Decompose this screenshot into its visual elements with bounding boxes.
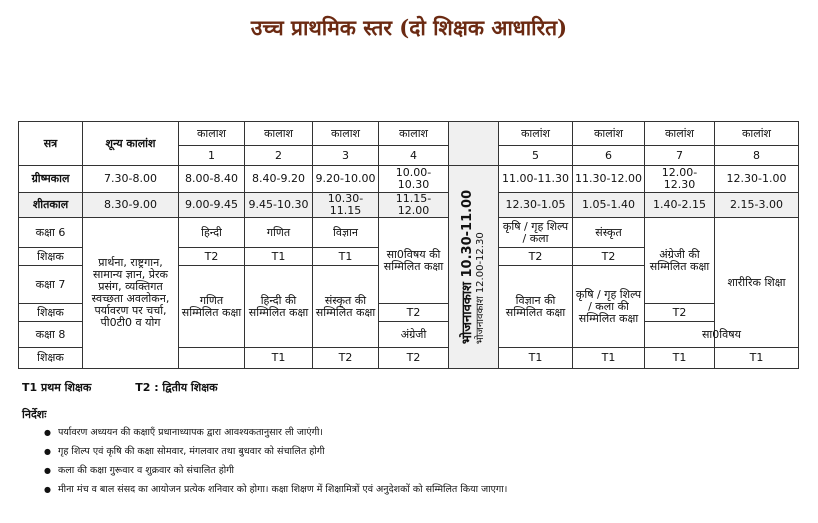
header-period: कालाश: [245, 122, 313, 146]
winter-time: 2.15-3.00: [715, 193, 799, 218]
winter-time: 9.00-9.45: [179, 193, 245, 218]
teacher-cell: T2: [573, 248, 645, 266]
note-item: ● कला की कक्षा गुरूवार व शुक्रवार को संचालित होगी: [58, 461, 818, 480]
combined-agriculture-art: कृषि / गृह शिल्प / कला की सम्मिलित कक्षा: [573, 266, 645, 348]
summer-time: 12.00-12.30: [645, 166, 715, 193]
combined-science: विज्ञान की सम्मिलित कक्षा: [499, 266, 573, 348]
period-number: 7: [645, 146, 715, 166]
winter-time: 9.45-10.30: [245, 193, 313, 218]
header-session: सत्र: [19, 122, 83, 166]
note-item: ● पर्यावरण अध्ययन की कक्षाएँ प्रधानाध्यापक द्वारा आवश्यकतानुसार ली जाएंगी।: [58, 423, 818, 442]
lunch-summer: भोजनावकाश 10.30-11.00: [459, 189, 475, 345]
header-period: कालाश: [379, 122, 449, 146]
class-8-label: कक्षा 8: [19, 322, 83, 348]
class-6-subject: गणित: [245, 218, 313, 248]
teacher-cell: T2: [379, 304, 449, 322]
teacher-cell: T2: [645, 304, 715, 322]
summer-time: 10.00-10.30: [379, 166, 449, 193]
teacher-cell: T2: [313, 348, 379, 369]
combined-hindi: हिन्दी की सम्मिलित कक्षा: [245, 266, 313, 348]
teacher-label: शिक्षक: [19, 348, 83, 369]
period-number: 8: [715, 146, 799, 166]
notes-list: [44, 423, 818, 499]
winter-time: 12.30-1.05: [499, 193, 573, 218]
period-number: 5: [499, 146, 573, 166]
header-period: कालांश: [715, 122, 799, 146]
summer-time: 8.00-8.40: [179, 166, 245, 193]
class-6-subject: संस्कृत: [573, 218, 645, 248]
timetable: [18, 121, 799, 369]
key-t2: T2 : द्वितीय शिक्षक: [135, 381, 218, 394]
summer-time: 8.40-9.20: [245, 166, 313, 193]
teacher-cell: T1: [245, 248, 313, 266]
class-6-subject: हिन्दी: [179, 218, 245, 248]
period-number: 6: [573, 146, 645, 166]
notes-heading: निर्देशः: [22, 408, 47, 421]
teacher-label: शिक्षक: [19, 248, 83, 266]
class-6-subject: कृषि / गृह शिल्प / कला: [499, 218, 573, 248]
lunch-break: [449, 166, 499, 369]
blank-cell: [179, 348, 245, 369]
period-number: 3: [313, 146, 379, 166]
winter-label: शीतकाल: [19, 193, 83, 218]
key-t1: T1 प्रथम शिक्षक: [22, 381, 92, 394]
summer-time: 11.30-12.00: [573, 166, 645, 193]
class-8-subject: सा0विषय: [645, 322, 799, 348]
header-zero-period: शून्य कालांश: [83, 122, 179, 166]
winter-time: 11.15-12.00: [379, 193, 449, 218]
header-period: कालांश: [499, 122, 573, 146]
header-period: कालांश: [645, 122, 715, 146]
summer-time: 11.00-11.30: [499, 166, 573, 193]
header-blank: [449, 122, 499, 166]
teacher-cell: T1: [645, 348, 715, 369]
teacher-label: शिक्षक: [19, 304, 83, 322]
physical-education: शारीरिक शिक्षा: [715, 218, 799, 348]
zero-period-activities: प्रार्थना, राष्ट्रगान, सामान्य ज्ञान, प्रेरक प्रसंग, व्यक्तिगत स्वच्छता अवलोकन, पर्यावरण पर चर्चा, पी0टी0 व योग: [83, 218, 179, 369]
header-period: कालाश: [313, 122, 379, 146]
teacher-cell: T1: [313, 248, 379, 266]
winter-time: 10.30-11.15: [313, 193, 379, 218]
summer-label: ग्रीष्मकाल: [19, 166, 83, 193]
combined-english: अंग्रेजी की सम्मिलित कक्षा: [645, 218, 715, 304]
header-period: कालांश: [573, 122, 645, 146]
teacher-cell: T2: [499, 248, 573, 266]
class-6-label: कक्षा 6: [19, 218, 83, 248]
teacher-cell: T2: [379, 348, 449, 369]
winter-zero-time: 8.30-9.00: [83, 193, 179, 218]
teacher-cell: T1: [715, 348, 799, 369]
period-number: 1: [179, 146, 245, 166]
note-item: ● गृह शिल्प एवं कृषि की कक्षा सोमवार, मंगलवार तथा बुधवार को संचालित होगी: [58, 442, 818, 461]
teacher-cell: T1: [245, 348, 313, 369]
class-8-subject: अंग्रेजी: [379, 322, 449, 348]
combined-sanskrit: संस्कृत की सम्मिलित कक्षा: [313, 266, 379, 348]
winter-time: 1.05-1.40: [573, 193, 645, 218]
summer-time: 9.20-10.00: [313, 166, 379, 193]
summer-time: 12.30-1.00: [715, 166, 799, 193]
lunch-winter: भोजनावकाश 12.00-12.30: [474, 232, 486, 345]
page-title: उच्च प्राथमिक स्तर (दो शिक्षक आधारित): [250, 15, 568, 40]
note-item: ● मीना मंच व बाल संसद का आयोजन प्रत्येक शनिवार को होगा। कक्षा शिक्षण में शिक्षामित्रों एवं अनुदेशकों को सम्मिलित किया जाएगा।: [58, 480, 818, 499]
teacher-key: [22, 380, 258, 395]
class-6-subject: विज्ञान: [313, 218, 379, 248]
teacher-cell: T1: [499, 348, 573, 369]
period-number: 4: [379, 146, 449, 166]
combined-math: गणित सम्मिलित कक्षा: [179, 266, 245, 348]
period-number: 2: [245, 146, 313, 166]
winter-time: 1.40-2.15: [645, 193, 715, 218]
class-7-label: कक्षा 7: [19, 266, 83, 304]
header-period: कालाश: [179, 122, 245, 146]
combined-social-studies: सा0विषय की सम्मिलित कक्षा: [379, 218, 449, 304]
summer-zero-time: 7.30-8.00: [83, 166, 179, 193]
teacher-cell: T1: [573, 348, 645, 369]
teacher-cell: T2: [179, 248, 245, 266]
